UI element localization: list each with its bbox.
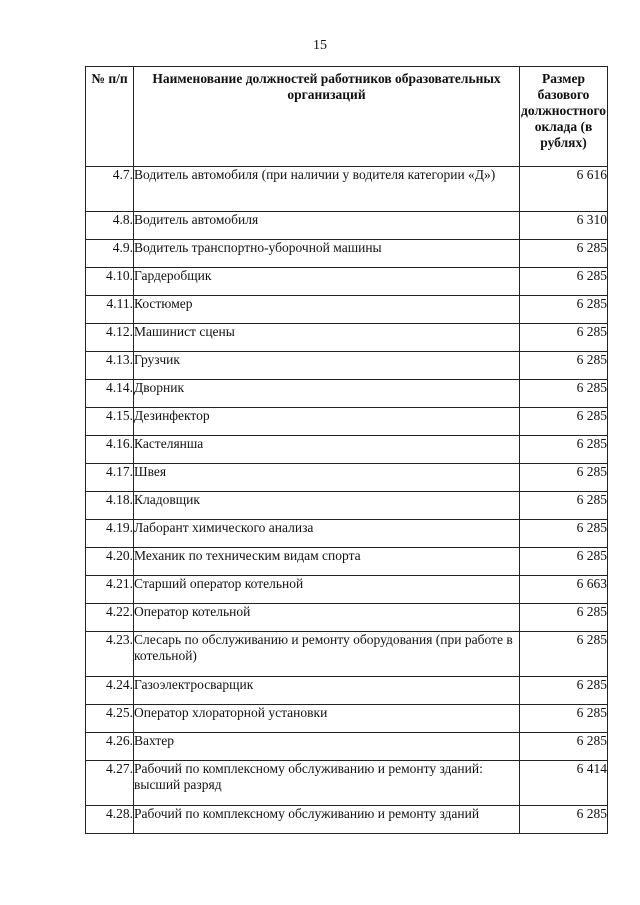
table-row <box>86 761 608 806</box>
row-salary: 6 285 <box>520 492 608 520</box>
row-salary: 6 285 <box>520 806 608 834</box>
table-row <box>86 464 608 492</box>
table-row <box>86 806 608 834</box>
row-position-name: Машинист сцены <box>134 324 520 352</box>
row-num: 4.26. <box>86 733 134 761</box>
row-num: 4.19. <box>86 520 134 548</box>
row-num: 4.7. <box>86 167 134 212</box>
row-salary: 6 285 <box>520 380 608 408</box>
row-num: 4.14. <box>86 380 134 408</box>
row-num: 4.10. <box>86 268 134 296</box>
table-row <box>86 705 608 733</box>
table-row <box>86 408 608 436</box>
table-row <box>86 677 608 705</box>
row-position-name: Гардеробщик <box>134 268 520 296</box>
row-num: 4.28. <box>86 806 134 834</box>
row-num: 4.20. <box>86 548 134 576</box>
table-row <box>86 352 608 380</box>
row-salary: 6 285 <box>520 352 608 380</box>
row-salary: 6 414 <box>520 761 608 806</box>
row-num: 4.23. <box>86 632 134 677</box>
row-salary: 6 285 <box>520 324 608 352</box>
row-position-name: Старший оператор котельной <box>134 576 520 604</box>
row-position-name: Грузчик <box>134 352 520 380</box>
row-position-name: Дворник <box>134 380 520 408</box>
table-row <box>86 212 608 240</box>
table-row <box>86 167 608 212</box>
table-row <box>86 492 608 520</box>
row-num: 4.25. <box>86 705 134 733</box>
row-salary: 6 285 <box>520 604 608 632</box>
table-header-row <box>86 67 608 167</box>
table-row <box>86 733 608 761</box>
row-salary: 6 285 <box>520 240 608 268</box>
row-position-name: Рабочий по комплексному обслуживанию и ремонту зданий: высший разряд <box>134 761 520 806</box>
positions-salary-table <box>85 66 608 834</box>
row-salary: 6 285 <box>520 408 608 436</box>
row-salary: 6 285 <box>520 733 608 761</box>
row-salary: 6 285 <box>520 464 608 492</box>
row-position-name: Оператор хлораторной установки <box>134 705 520 733</box>
row-position-name: Вахтер <box>134 733 520 761</box>
row-num: 4.13. <box>86 352 134 380</box>
row-position-name: Рабочий по комплексному обслуживанию и ремонту зданий <box>134 806 520 834</box>
table-row <box>86 380 608 408</box>
table-row <box>86 520 608 548</box>
table-row <box>86 632 608 677</box>
row-salary: 6 285 <box>520 677 608 705</box>
row-num: 4.16. <box>86 436 134 464</box>
row-num: 4.18. <box>86 492 134 520</box>
row-position-name: Швея <box>134 464 520 492</box>
header-position-name: Наименование должностей работников образовательных организаций <box>134 67 520 167</box>
row-num: 4.8. <box>86 212 134 240</box>
header-num: № п/п <box>86 67 134 167</box>
table-row <box>86 548 608 576</box>
row-position-name: Дезинфектор <box>134 408 520 436</box>
table-row <box>86 324 608 352</box>
row-salary: 6 285 <box>520 548 608 576</box>
row-num: 4.9. <box>86 240 134 268</box>
row-position-name: Слесарь по обслуживанию и ремонту оборудования (при работе в котельной) <box>134 632 520 677</box>
table-row <box>86 240 608 268</box>
row-salary: 6 663 <box>520 576 608 604</box>
row-salary: 6 285 <box>520 520 608 548</box>
row-position-name: Водитель автомобиля <box>134 212 520 240</box>
row-num: 4.11. <box>86 296 134 324</box>
row-salary: 6 310 <box>520 212 608 240</box>
row-position-name: Оператор котельной <box>134 604 520 632</box>
row-num: 4.27. <box>86 761 134 806</box>
row-num: 4.21. <box>86 576 134 604</box>
row-salary: 6 285 <box>520 436 608 464</box>
row-position-name: Водитель автомобиля (при наличии у водителя категории «Д») <box>134 167 520 212</box>
table-row <box>86 436 608 464</box>
row-num: 4.24. <box>86 677 134 705</box>
row-salary: 6 616 <box>520 167 608 212</box>
page-number: 15 <box>313 38 327 53</box>
row-position-name: Газоэлектросварщик <box>134 677 520 705</box>
row-position-name: Лаборант химического анализа <box>134 520 520 548</box>
header-base-salary: Размер базового должностного оклада (в рублях) <box>520 67 608 167</box>
row-num: 4.22. <box>86 604 134 632</box>
table-row <box>86 604 608 632</box>
row-position-name: Костюмер <box>134 296 520 324</box>
row-position-name: Водитель транспортно-уборочной машины <box>134 240 520 268</box>
row-salary: 6 285 <box>520 705 608 733</box>
row-num: 4.17. <box>86 464 134 492</box>
row-salary: 6 285 <box>520 296 608 324</box>
table-row <box>86 268 608 296</box>
row-salary: 6 285 <box>520 268 608 296</box>
table-row <box>86 576 608 604</box>
row-position-name: Кастелянша <box>134 436 520 464</box>
row-position-name: Механик по техническим видам спорта <box>134 548 520 576</box>
row-salary: 6 285 <box>520 632 608 677</box>
row-num: 4.12. <box>86 324 134 352</box>
table-row <box>86 296 608 324</box>
row-num: 4.15. <box>86 408 134 436</box>
row-position-name: Кладовщик <box>134 492 520 520</box>
